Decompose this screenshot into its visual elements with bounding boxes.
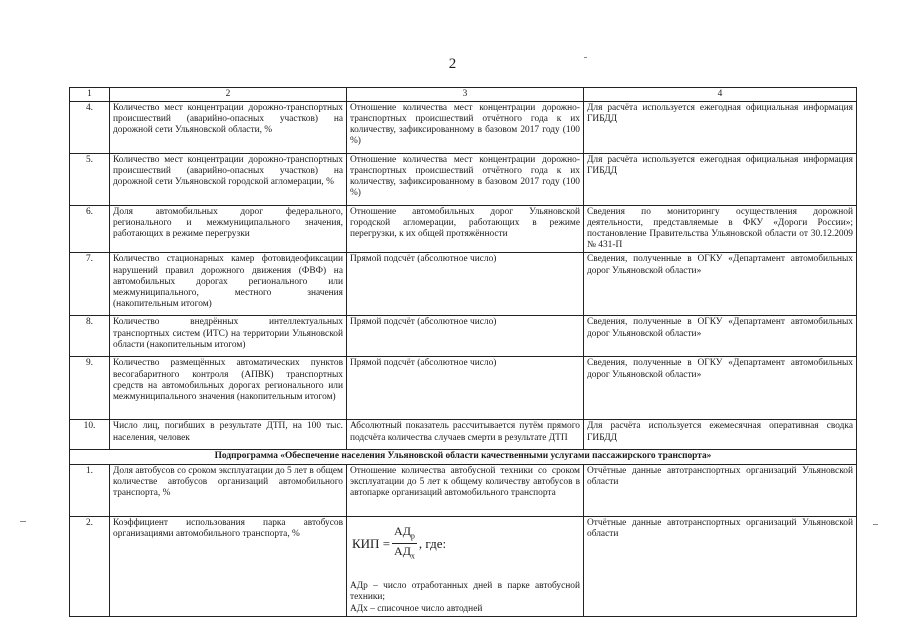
row-number: 4. [70,102,110,154]
data-source: Сведения, полученные в ОГКУ «Департамент автомобильных дорог Ульяновской области» [584,316,857,357]
indicator-name: Доля автомобильных дорог федерального, регионального и межмуниципального значения, работающих в режиме перегрузки [110,206,347,253]
table-row [70,206,857,253]
table-row [70,253,857,316]
table-row [70,102,857,154]
table-row [70,316,857,357]
formula-fraction [392,524,417,564]
scan-mark [20,521,26,522]
row-number: 7. [70,253,110,316]
indicator-name: Коэффициент использования парка автобусов организациями автомобильного транспорта, % [110,516,347,616]
header-cell: 2 [110,88,347,102]
calculation-method: Прямой подсчёт (абсолютное число) [347,357,584,420]
row-number: 5. [70,154,110,206]
calculation-method: Прямой подсчёт (абсолютное число) [347,316,584,357]
indicator-name: Количество размещённых автоматических пунктов весогабаритного контроля (АПВК) транспортных средств на автомобильных дорогах регионального или межмуниципального значения (накопительным итогом) [110,357,347,420]
row-number: 9. [70,357,110,420]
formula-denominator: $АД_х$ [394,543,415,561]
table-row [70,420,857,450]
page-number: 2 [448,56,457,72]
row-number: 6. [70,206,110,253]
formula-numerator: $АД_р$ [392,524,417,544]
calculation-method: Прямой подсчёт (абсолютное число) [347,253,584,316]
kip-formula [352,524,580,564]
scan-mark [873,524,878,525]
indicator-name: Доля автобусов со сроком эксплуатации до 5 лет в общем количестве автобусов организаций автомобильного транспорта, % [110,464,347,516]
indicator-name: Количество мест концентрации дорожно-транспортных происшествий (аварийно-опасных участков) на дорожной сети Ульяновской городской агломерации, % [110,154,347,206]
data-source: Отчётные данные автотранспортных организаций Ульяновской области [584,464,857,516]
indicator-name: Количество мест концентрации дорожно-транспортных происшествий (аварийно-опасных участков) на дорожной сети Ульяновской области, % [110,102,347,154]
table-row [70,154,857,206]
data-source: Для расчёта используется ежегодная официальная информация ГИБДД [584,154,857,206]
formula-tail: , где: [418,535,447,551]
definition-adr: АДр – число отработанных дней в парке автобусной техники; [350,581,580,603]
data-source: Для расчёта используется ежегодная официальная информация ГИБДД [584,102,857,154]
calculation-method: Отношение количества мест концентрации дорожно-транспортных происшествий отчётного года к их количеству, зафиксированному в базовом 2017 году (100 %) [347,154,584,206]
header-cell: 1 [70,88,110,102]
data-source: Сведения, полученные в ОГКУ «Департамент автомобильных дорог Ульяновской области» [584,357,857,420]
calculation-method: Отношение количества автобусной техники со сроком эксплуатации до 5 лет к общему количеству автобусов в автопарке организаций автомобильного транспорта [347,464,584,516]
row-number: 8. [70,316,110,357]
subprogram-title: Подпрограмма «Обеспечение населения Ульяновской области качественными услугами пассажирского транспорта» [70,450,857,464]
header-cell: 4 [584,88,857,102]
calculation-method: Отношение количества мест концентрации дорожно-транспортных происшествий отчётного года к их количеству, зафиксированному в базовом 2017 году (100 %) [347,102,584,154]
table-row [70,464,857,516]
data-source: Отчётные данные автотранспортных организаций Ульяновской области [584,516,857,616]
indicator-name: Количество внедрённых интеллектуальных транспортных систем (ИТС) на территории Ульяновской области (накопительным итогом) [110,316,347,357]
calculation-method [347,516,584,616]
formula-lhs: КИП = [352,535,391,551]
row-number: 2. [70,516,110,616]
row-number: 1. [70,464,110,516]
table-row [70,516,857,616]
subprogram-row [70,450,857,464]
row-number: 10. [70,420,110,450]
calculation-method: Абсолютный показатель рассчитывается путём прямого подсчёта количества случаев смерти в результате ДТП [347,420,584,450]
calculation-method: Отношение автомобильных дорог Ульяновской городской агломерации, работающих в режиме перегрузки, к их общей протяжённости [347,206,584,253]
data-source: Сведения по мониторингу осуществления дорожной деятельности, представляемые в ФКУ «Дороги России»; постановление Правительства Ульяновской области от 30.12.2009 № 431-П [584,206,857,253]
scan-mark [584,57,587,58]
header-cell: 3 [347,88,584,102]
indicator-name: Количество стационарных камер фотовидеофиксации нарушений правил дорожного движения (ФВФ) на автомобильных дорогах регионального или межмуниципального, местного значения (накопительным итогом) [110,253,347,316]
data-source: Сведения, полученные в ОГКУ «Департамент автомобильных дорог Ульяновской области» [584,253,857,316]
indicators-table [69,87,857,617]
table-row [70,357,857,420]
table-header-row [70,88,857,102]
indicator-name: Число лиц, погибших в результате ДТП, на 100 тыс. населения, человек [110,420,347,450]
data-source: Для расчёта используется ежемесячная оперативная сводка ГИБДД [584,420,857,450]
definition-adx: АДх – списочное число автодней [350,603,483,614]
